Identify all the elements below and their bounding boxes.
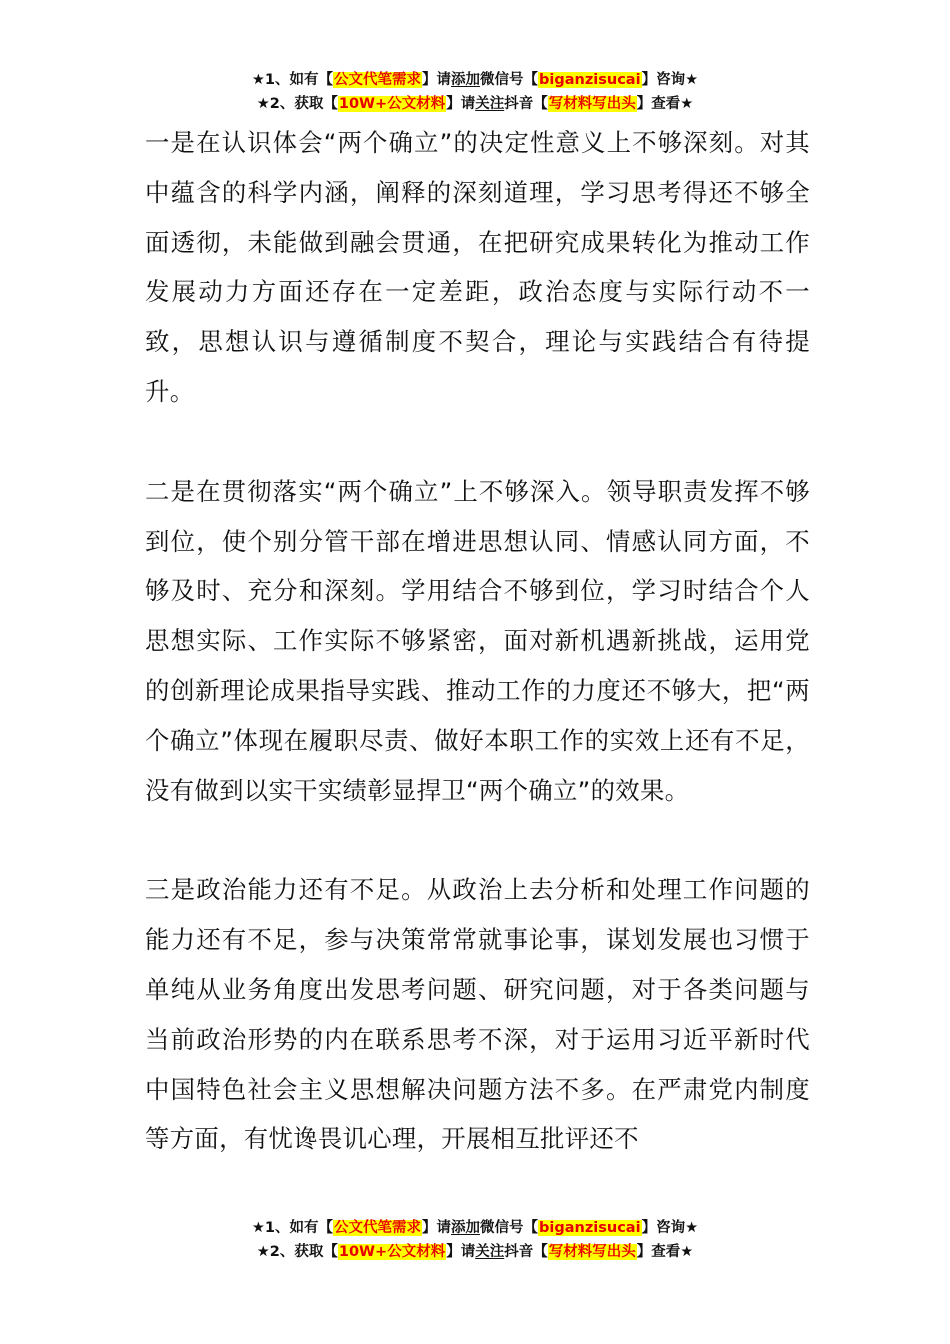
highlight-wechat-id: biganzisucai [539, 72, 641, 88]
paragraph-1: 一是在认识体会“两个确立”的决定性意义上不够深刻。对其中蕴含的科学内涵，阐释的深刻道理，学习思考得还不够全面透彻，未能做到融会贯通，在把研究成果转化为推动工作发展动力方面还存在一定差距，政治态度与实际行动不一致，思想认识与遵循制度不契合，理论与实践结合有待提升。 [145, 128, 810, 406]
banner-line-1 [0, 68, 950, 92]
banner-text: ★1、如有【 [251, 1220, 334, 1236]
banner-text-underlined: 关注 [475, 1244, 505, 1260]
banner-text: 】请 [446, 96, 476, 112]
banner-line-2 [0, 92, 950, 116]
paragraph-spacer [145, 417, 810, 467]
banner-text-underlined: 关注 [475, 96, 505, 112]
banner-text-underlined: 添加 [451, 1220, 481, 1236]
highlight-materials: 10W+公文材料 [338, 96, 446, 112]
highlight-douyin-account: 写材料写出头 [548, 96, 636, 112]
banner-text: 抖音【 [504, 1244, 548, 1260]
banner-text: 微信号【 [480, 72, 539, 88]
highlight-douyin-account: 写材料写出头 [548, 1244, 636, 1260]
banner-text: 】查看★ [636, 96, 694, 112]
banner-text: 抖音【 [504, 96, 548, 112]
highlight-wechat-id: biganzisucai [539, 1220, 641, 1236]
paragraph-3: 三是政治能力还有不足。从政治上去分析和处理工作问题的能力还有不足，参与决策常常就事论事，谋划发展也习惯于单纯从业务角度出发思考问题、研究问题，对于各类问题与当前政治形势的内在联系思考不深，对于运用习近平新时代中国特色社会主义思想解决问题方法不多。在严肃党内制度等方面，有忧谗畏讥心理，开展相互批评还不 [145, 875, 810, 1154]
header-banner [0, 68, 950, 116]
banner-text: 】咨询★ [641, 72, 699, 88]
banner-text: 】查看★ [636, 1244, 694, 1260]
highlight-service: 公文代笔需求 [334, 72, 422, 88]
banner-text: 】请 [446, 1244, 476, 1260]
banner-line-2 [0, 1240, 950, 1264]
banner-text: ★2、获取【 [256, 96, 338, 112]
paragraph-2: 二是在贯彻落实“两个确立”上不够深入。领导职责发挥不够到位，使个别分管干部在增进思想认同、情感认同方面，不够及时、充分和深刻。学用结合不够到位，学习时结合个人思想实际、工作实际不够紧密，面对新机遇新挑战，运用党的创新理论成果指导实践、推动工作的力度还不够大，把“两个确立”体现在履职尽责、做好本职工作的实效上还有不足，没有做到以实干实绩彰显捍卫“两个确立”的效果。 [145, 476, 810, 805]
banner-line-1 [0, 1216, 950, 1240]
document-body [145, 118, 810, 1164]
banner-text: 】咨询★ [641, 1220, 699, 1236]
banner-text: ★2、获取【 [256, 1244, 338, 1260]
highlight-service: 公文代笔需求 [334, 1220, 422, 1236]
banner-text-underlined: 添加 [451, 72, 481, 88]
banner-text: ★1、如有【 [251, 72, 334, 88]
footer-banner [0, 1216, 950, 1264]
highlight-materials: 10W+公文材料 [338, 1244, 446, 1260]
banner-text: 】请 [422, 72, 452, 88]
paragraph-spacer [145, 815, 810, 865]
banner-text: 】请 [422, 1220, 452, 1236]
banner-text: 微信号【 [480, 1220, 539, 1236]
